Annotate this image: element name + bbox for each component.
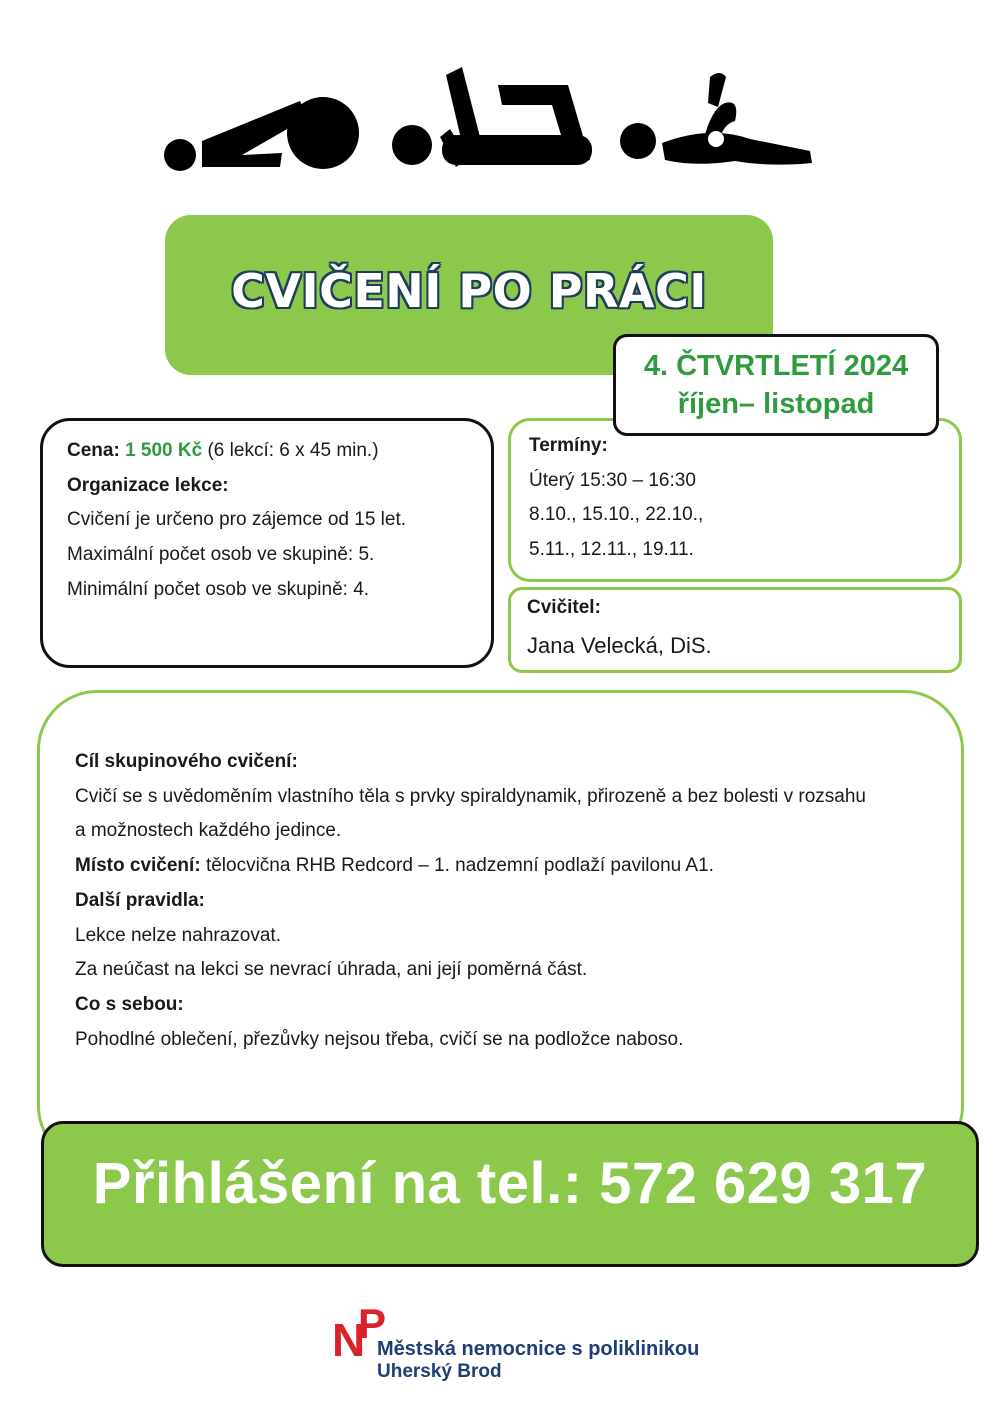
exercise-ball-pose-icon: [164, 97, 359, 171]
terms-dates: 5.11., 12.11., 19.11.: [529, 539, 694, 561]
rules-heading: Další pravidla:: [75, 889, 205, 911]
info-content: [75, 745, 866, 1057]
logo-name: Městská nemocnice s poliklinikou: [377, 1338, 700, 1360]
quarter-months: říjen– listopad: [677, 388, 875, 420]
signup-phone-text: Přihlášení na tel.: 572 629 317: [92, 1151, 928, 1216]
place-line: [75, 849, 866, 884]
goal-text: a možnostech každého jedince.: [75, 820, 342, 842]
price-note: (6 lekcí: 6 x 45 min.): [207, 440, 379, 461]
bring-text: Pohodlné oblečení, přezůvky nejsou třeba, cvičí se na podložce naboso.: [75, 1028, 684, 1050]
organization-line: Maximální počet osob ve skupině: 5.: [67, 544, 375, 566]
price-content: [67, 434, 406, 608]
quarter-title: 4. ČTVRTLETÍ 2024: [643, 350, 909, 382]
terms-heading: Termíny:: [529, 435, 608, 456]
exercise-pictograms: [150, 55, 830, 185]
rule-item: Za neúčast na lekci se nevrací úhrada, ani její poměrná část.: [75, 959, 588, 981]
organization-line: Minimální počet osob ve skupině: 4.: [67, 578, 370, 600]
organization-heading: Organizace lekce:: [67, 474, 229, 496]
organization-line: Cvičení je určeno pro zájemce od 15 let.: [67, 509, 407, 531]
goal-text: Cvičí se s uvědoměním vlastního těla s prvky spiraldynamik, přirozeně a bez bolesti v rozsahu: [75, 785, 866, 807]
logo-city: Uherský Brod: [377, 1361, 502, 1382]
goal-heading: Cíl skupinového cvičení:: [75, 751, 298, 772]
terms-time: Úterý 15:30 – 16:30: [529, 469, 696, 491]
page-title: CVIČENÍ PO PRÁCI: [231, 264, 707, 318]
lying-leg-raise-pose-icon: [392, 67, 592, 167]
place-label: Místo cvičení:: [75, 855, 201, 877]
quarter-badge: [613, 334, 939, 436]
instructor-name: Jana Velecká, DiS.: [527, 633, 712, 658]
rule-item: Lekce nelze nahrazovat.: [75, 924, 281, 946]
terms-content: [529, 429, 703, 568]
place-value: tělocvična RHB Redcord – 1. nadzemní podlaží pavilonu A1.: [205, 855, 714, 877]
lying-twist-pose-icon: [620, 73, 812, 165]
logo-mark-icon: N: [332, 1314, 366, 1366]
price-line: [67, 434, 406, 469]
terms-dates: 8.10., 15.10., 22.10.,: [529, 504, 704, 526]
price-label: Cena:: [67, 440, 120, 461]
logo-mark-icon: P: [358, 1300, 387, 1347]
price-value: 1 500 Kč: [125, 440, 203, 461]
instructor-label: Cvičitel:: [527, 597, 601, 618]
bring-heading: Co s sebou:: [75, 993, 184, 1015]
signup-banner: [41, 1121, 979, 1267]
